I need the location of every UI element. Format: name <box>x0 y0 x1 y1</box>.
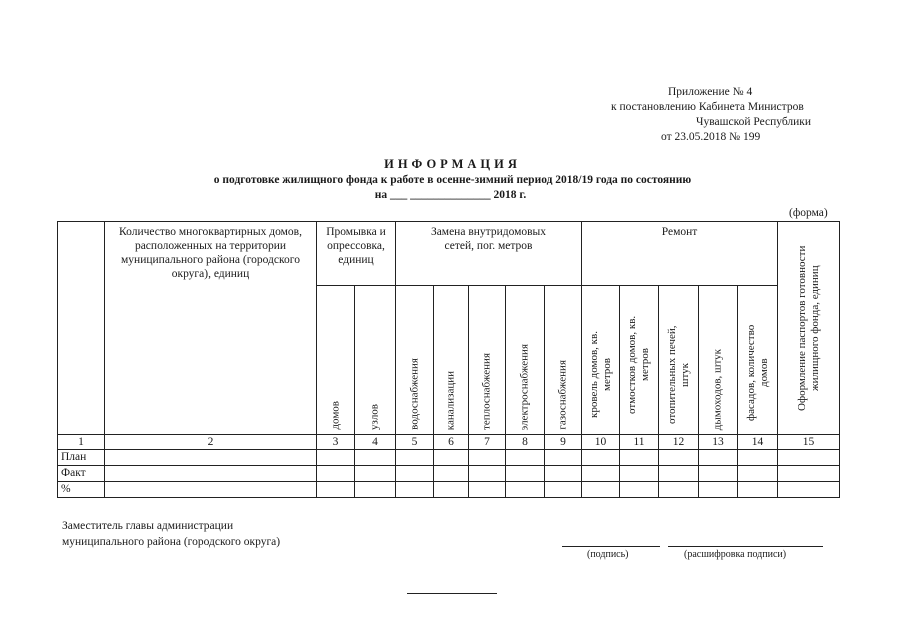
sub-facades <box>738 286 778 435</box>
header-passports <box>778 222 840 435</box>
table-cell[interactable] <box>659 450 699 466</box>
signature-line[interactable] <box>562 546 660 547</box>
sub-facades-label: фасадов, количество домов <box>744 324 770 421</box>
signatory-district: муниципального района (городского округа) <box>62 536 281 548</box>
table-cell[interactable] <box>545 450 582 466</box>
document-date-line: на ___ ______________ 2018 г. <box>374 189 527 201</box>
appendix-republic: Чувашской Республики <box>696 116 812 128</box>
col-number: 11 <box>620 435 659 450</box>
table-cell[interactable] <box>434 466 469 482</box>
row-label-fact: Факт <box>58 466 105 482</box>
table-cell[interactable] <box>105 482 317 498</box>
column-numbers-row <box>58 435 840 450</box>
col-number: 7 <box>469 435 506 450</box>
table-cell[interactable] <box>738 450 778 466</box>
table-row-percent <box>58 482 840 498</box>
header-repair: Ремонт <box>582 222 778 286</box>
sub-nodes-label: узлов <box>368 403 381 430</box>
table-cell[interactable] <box>545 466 582 482</box>
divider-line <box>407 593 497 594</box>
sub-sewer <box>434 286 469 435</box>
table-cell[interactable] <box>105 450 317 466</box>
header-flush: Промывка и опрессовка, единиц <box>317 222 396 286</box>
col-number: 2 <box>105 435 317 450</box>
col-number: 3 <box>317 435 355 450</box>
table-cell[interactable] <box>659 466 699 482</box>
signature-decode-caption: (расшифровка подписи) <box>684 549 787 560</box>
appendix-resolution: к постановлению Кабинета Министров <box>611 101 804 113</box>
table-row-plan <box>58 450 840 466</box>
table-cell[interactable] <box>317 466 355 482</box>
table-cell[interactable] <box>620 450 659 466</box>
report-table <box>57 221 840 498</box>
sub-blind <box>620 286 659 435</box>
table-cell[interactable] <box>506 450 545 466</box>
table-cell[interactable] <box>582 482 620 498</box>
sub-gas <box>545 286 582 435</box>
signature-decode-line[interactable] <box>668 546 823 547</box>
col-number: 5 <box>396 435 434 450</box>
appendix-number: Приложение № 4 <box>668 86 753 98</box>
sub-blind-label: отмостков домов, кв. метров <box>626 315 651 415</box>
table-cell[interactable] <box>469 482 506 498</box>
col-number: 14 <box>738 435 778 450</box>
table-cell[interactable] <box>469 466 506 482</box>
table-cell[interactable] <box>434 450 469 466</box>
row-label-percent: % <box>58 482 105 498</box>
table-cell[interactable] <box>545 482 582 498</box>
signatory-title: Заместитель главы администрации <box>62 520 234 532</box>
table-cell[interactable] <box>355 466 396 482</box>
document-subtitle: о подготовке жилищного фонда к работе в осенне-зимний период 2018/19 года по состоянию <box>213 174 692 186</box>
sub-gas-label: газоснабжения <box>556 360 569 430</box>
sub-roof <box>582 286 620 435</box>
sub-houses-label: домов <box>329 401 341 430</box>
document-heading: ИНФОРМАЦИЯ <box>384 157 521 171</box>
sub-chimneys-label: дымоходов, штук <box>711 348 724 430</box>
table-cell[interactable] <box>699 466 738 482</box>
table-cell[interactable] <box>506 466 545 482</box>
header-count: Количество многоквартирных домов, расположенных на территории муниципального района (городского округа), единиц <box>105 222 317 435</box>
table-cell[interactable] <box>620 466 659 482</box>
table-cell[interactable] <box>738 466 778 482</box>
col-number: 15 <box>778 435 840 450</box>
table-cell[interactable] <box>620 482 659 498</box>
sub-roof-label: кровель домов, кв. метров <box>587 331 613 419</box>
col-number: 4 <box>355 435 396 450</box>
table-cell[interactable] <box>434 482 469 498</box>
sub-stoves-label: отопительных печей, штук <box>665 325 691 425</box>
sub-electric-label: электроснабжения <box>518 343 531 430</box>
header-passports-label: Оформление паспортов готовности жилищного фонда, единиц <box>795 245 821 411</box>
table-cell[interactable] <box>317 450 355 466</box>
col-number: 6 <box>434 435 469 450</box>
sub-heat <box>469 286 506 435</box>
table-cell[interactable] <box>469 450 506 466</box>
appendix-block <box>570 85 870 145</box>
sub-stoves <box>659 286 699 435</box>
sub-nodes <box>355 286 396 435</box>
sub-sewer-label: канализации <box>444 370 457 430</box>
table-cell[interactable] <box>396 482 434 498</box>
appendix-date: от 23.05.2018 № 199 <box>661 131 761 143</box>
col-number: 12 <box>659 435 699 450</box>
header-empty-cell <box>58 222 105 435</box>
sub-water-label: водоснабжения <box>408 358 420 430</box>
col-number: 8 <box>506 435 545 450</box>
sub-heat-label: теплоснабжения <box>480 353 493 430</box>
col-number: 9 <box>545 435 582 450</box>
form-label: (форма) <box>789 207 828 219</box>
table-cell[interactable] <box>105 466 317 482</box>
header-replace: Замена внутридомовых сетей, пог. метров <box>396 222 582 286</box>
col-number: 1 <box>58 435 105 450</box>
col-number: 13 <box>699 435 738 450</box>
table-cell[interactable] <box>506 482 545 498</box>
sub-water <box>396 286 434 435</box>
sub-chimneys <box>699 286 738 435</box>
table-cell[interactable] <box>355 482 396 498</box>
table-cell[interactable] <box>582 450 620 466</box>
table-cell[interactable] <box>699 482 738 498</box>
table-cell[interactable] <box>582 466 620 482</box>
table-cell[interactable] <box>355 450 396 466</box>
table-cell[interactable] <box>778 450 840 466</box>
signatory-block <box>62 518 280 550</box>
col-number: 10 <box>582 435 620 450</box>
table-cell[interactable] <box>659 482 699 498</box>
row-label-plan: План <box>58 450 105 466</box>
table-cell[interactable] <box>396 450 434 466</box>
table-cell[interactable] <box>699 450 738 466</box>
table-cell[interactable] <box>738 482 778 498</box>
table-cell[interactable] <box>396 466 434 482</box>
table-row-fact <box>58 466 840 482</box>
sub-houses <box>317 286 355 435</box>
table-cell[interactable] <box>778 466 840 482</box>
table-cell[interactable] <box>317 482 355 498</box>
sub-electric <box>506 286 545 435</box>
signature-caption: (подпись) <box>587 549 629 560</box>
table-cell[interactable] <box>778 482 840 498</box>
